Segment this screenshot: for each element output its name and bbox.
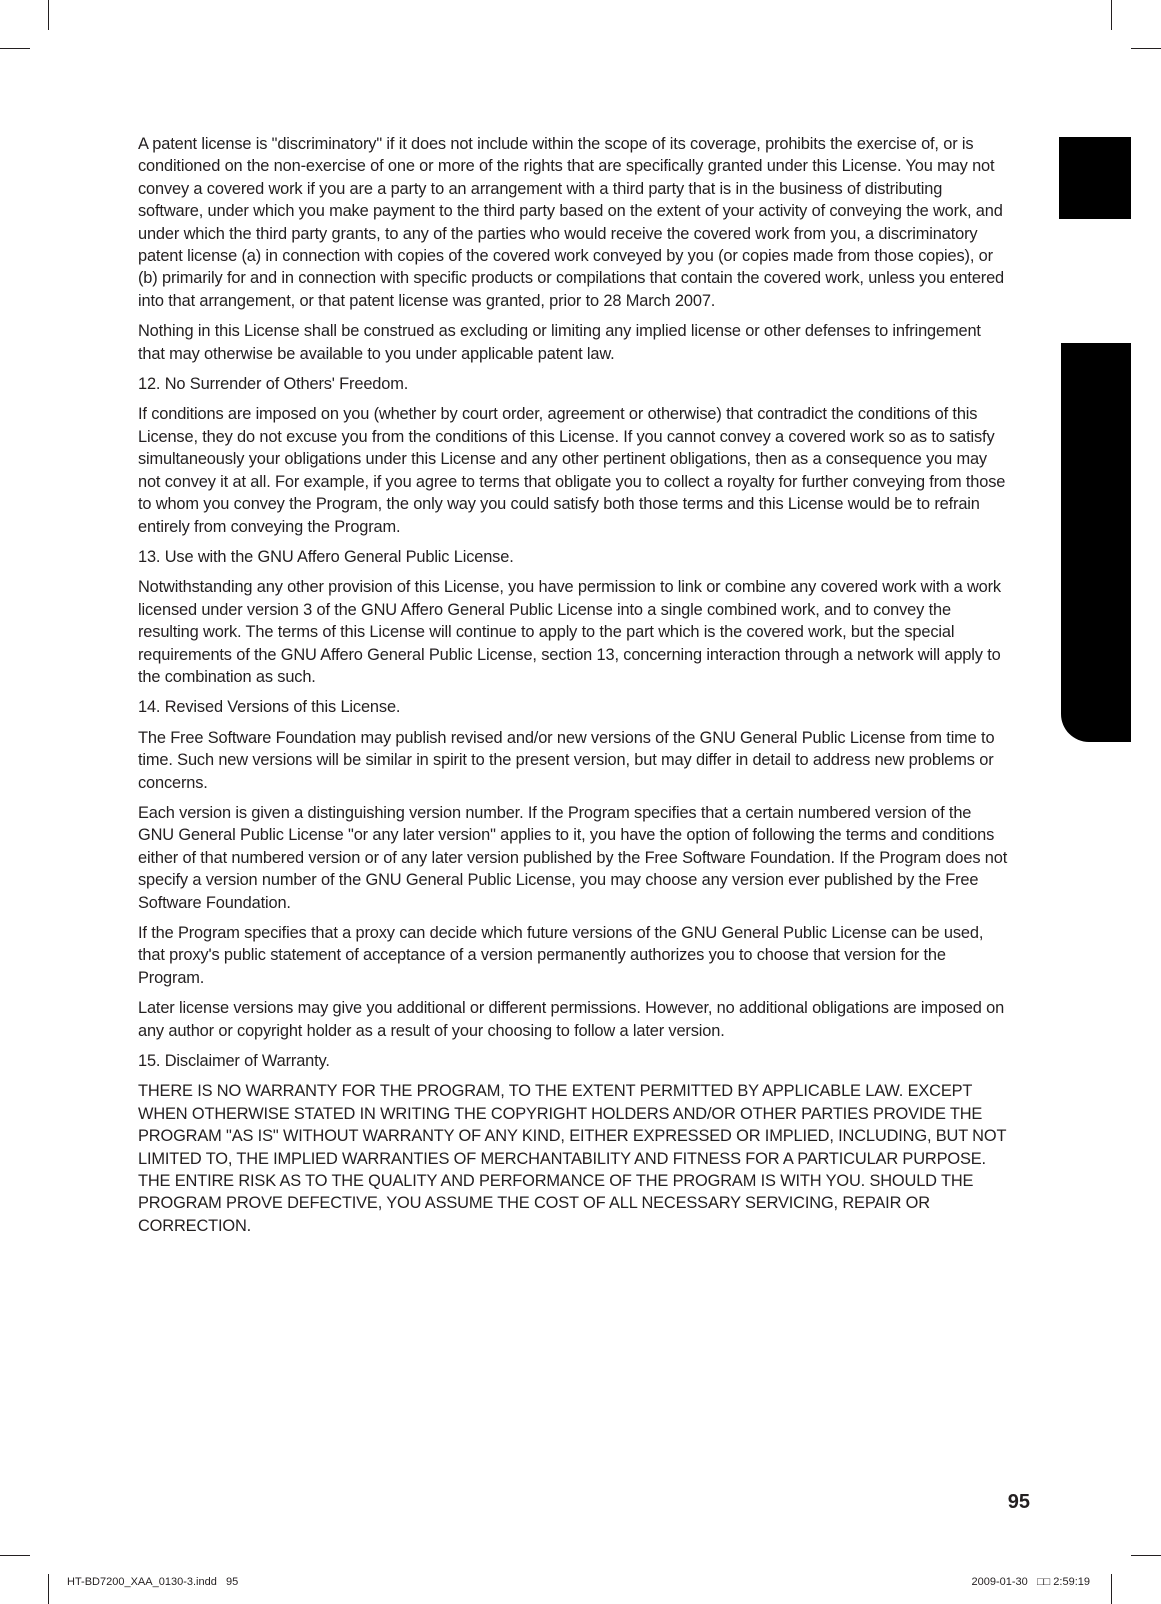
crop-mark-top-left-vertical — [48, 0, 49, 30]
heading-section-14: 14. Revised Versions of this License. — [138, 698, 401, 717]
heading-section-15: 15. Disclaimer of Warranty. — [138, 1052, 330, 1071]
heading-section-12: 12. No Surrender of Others' Freedom. — [138, 375, 409, 394]
footer-timestamp: 2009-01-30 □□ 2:59:19 — [971, 1576, 1090, 1588]
heading-section-13: 13. Use with the GNU Affero General Public License. — [138, 547, 514, 566]
page-number: 95 — [1007, 1491, 1030, 1513]
paragraph-section-15: THERE IS NO WARRANTY FOR THE PROGRAM, TO THE EXTENT PERMITTED BY APPLICABLE LAW. EXCEPT WHEN OTHERWISE STATED IN WRITING THE COPYRIGHT HOLDERS AND/OR OTHER PARTIES PROVIDE THE PROGRAM "AS IS" WITHOUT WARRANTY OF ANY KIND, EITHER EXPRESSED OR IMPLIED, INCLUDING, BUT NOT LIMITED TO, THE IMPLIED WARRANTIES OF MERCHANTABILITY AND FITNESS FOR A PARTICULAR PURPOSE. THE ENTIRE RISK AS TO THE QUALITY AND PERFORMANCE OF THE PROGRAM IS WITH YOU. SHOULD THE PROGRAM PROVE DEFECTIVE, YOU ASSUME THE COST OF ALL NECESSARY SERVICING, REPAIR OR CORRECTION. — [138, 1082, 1007, 1235]
footer-file-name: HT-BD7200_XAA_0130-3.indd 95 — [67, 1576, 239, 1588]
crop-mark-top-left-horizontal — [0, 48, 30, 49]
section-tab-upper — [1059, 137, 1131, 219]
paragraph-implied-license: Nothing in this License shall be construed as excluding or limiting any implied license or other defenses to infringement that may otherwise be available to you under applicable patent law. — [138, 322, 981, 363]
license-text-body — [138, 133, 1008, 1245]
crop-mark-top-right-horizontal — [1131, 48, 1161, 49]
crop-mark-bottom-right-horizontal — [1131, 1555, 1161, 1556]
crop-mark-top-right-vertical — [1111, 0, 1112, 30]
paragraph-section-14-b: Each version is given a distinguishing version number. If the Program specifies that a certain numbered version of the GNU General Public License "or any later version" applies to it, you have the option of following the terms and conditions either of that numbered version or of any later version published by the Free Software Foundation. If the Program does not specify a version number of the GNU General Public License, you may choose any version ever published by the Free Software Foundation. — [138, 803, 1008, 912]
paragraph-section-14-d: Later license versions may give you additional or different permissions. However, no additional obligations are imposed on any author or copyright holder as a result of your choosing to follow a later version. — [138, 999, 1005, 1040]
crop-mark-bottom-right-vertical — [1111, 1574, 1112, 1604]
section-tab-lower — [1061, 343, 1131, 742]
paragraph-discriminatory-license: A patent license is "discriminatory" if it does not include within the scope of its coverage, prohibits the exercise of, or is conditioned on the non-exercise of one or more of the rights that are specifically granted under this License. You may not convey a covered work if you are a party to an arrangement with a third party that is in the business of distributing software, under which you make payment to the third party based on the extent of your activity of conveying the work, and under which the third party grants, to any of the parties who would receive the covered work from you, a discriminatory patent license (a) in connection with copies of the covered work conveyed by you (or copies made from those copies), or (b) primarily for and in connection with specific products or compilations that contain the covered work, unless you entered into that arrangement, or that patent license was granted, prior to 28 March 2007. — [138, 135, 1005, 310]
paragraph-section-14-c: If the Program specifies that a proxy can decide which future versions of the GNU General Public License can be used, that proxy's public statement of acceptance of a version permanently authorizes you to choose that version for the Program. — [138, 924, 984, 987]
crop-mark-bottom-left-vertical — [48, 1574, 49, 1604]
paragraph-section-14-a: The Free Software Foundation may publish revised and/or new versions of the GNU General Public License from time to time. Such new versions will be similar in spirit to the present version, but may differ in detail to address new problems or concerns. — [138, 728, 995, 792]
crop-mark-bottom-left-horizontal — [0, 1555, 30, 1556]
paragraph-section-13: Notwithstanding any other provision of this License, you have permission to link or combine any covered work with a work licensed under version 3 of the GNU Affero General Public License into a single combined work, and to convey the resulting work. The terms of this License will continue to apply to the part which is the covered work, but the special requirements of the GNU Affero General Public License, section 13, concerning interaction through a network will apply to the combination as such. — [138, 578, 1001, 686]
paragraph-section-12: If conditions are imposed on you (whether by court order, agreement or otherwise) that contradict the conditions of this License, they do not excuse you from the conditions of this License. If you cannot convey a covered work so as to satisfy simultaneously your obligations under this License and any other pertinent obligations, then as a consequence you may not convey it at all. For example, if you agree to terms that obligate you to collect a royalty for further conveying from those to whom you convey the Program, the only way you could satisfy both those terms and this License would be to refrain entirely from conveying the Program. — [138, 405, 1006, 536]
